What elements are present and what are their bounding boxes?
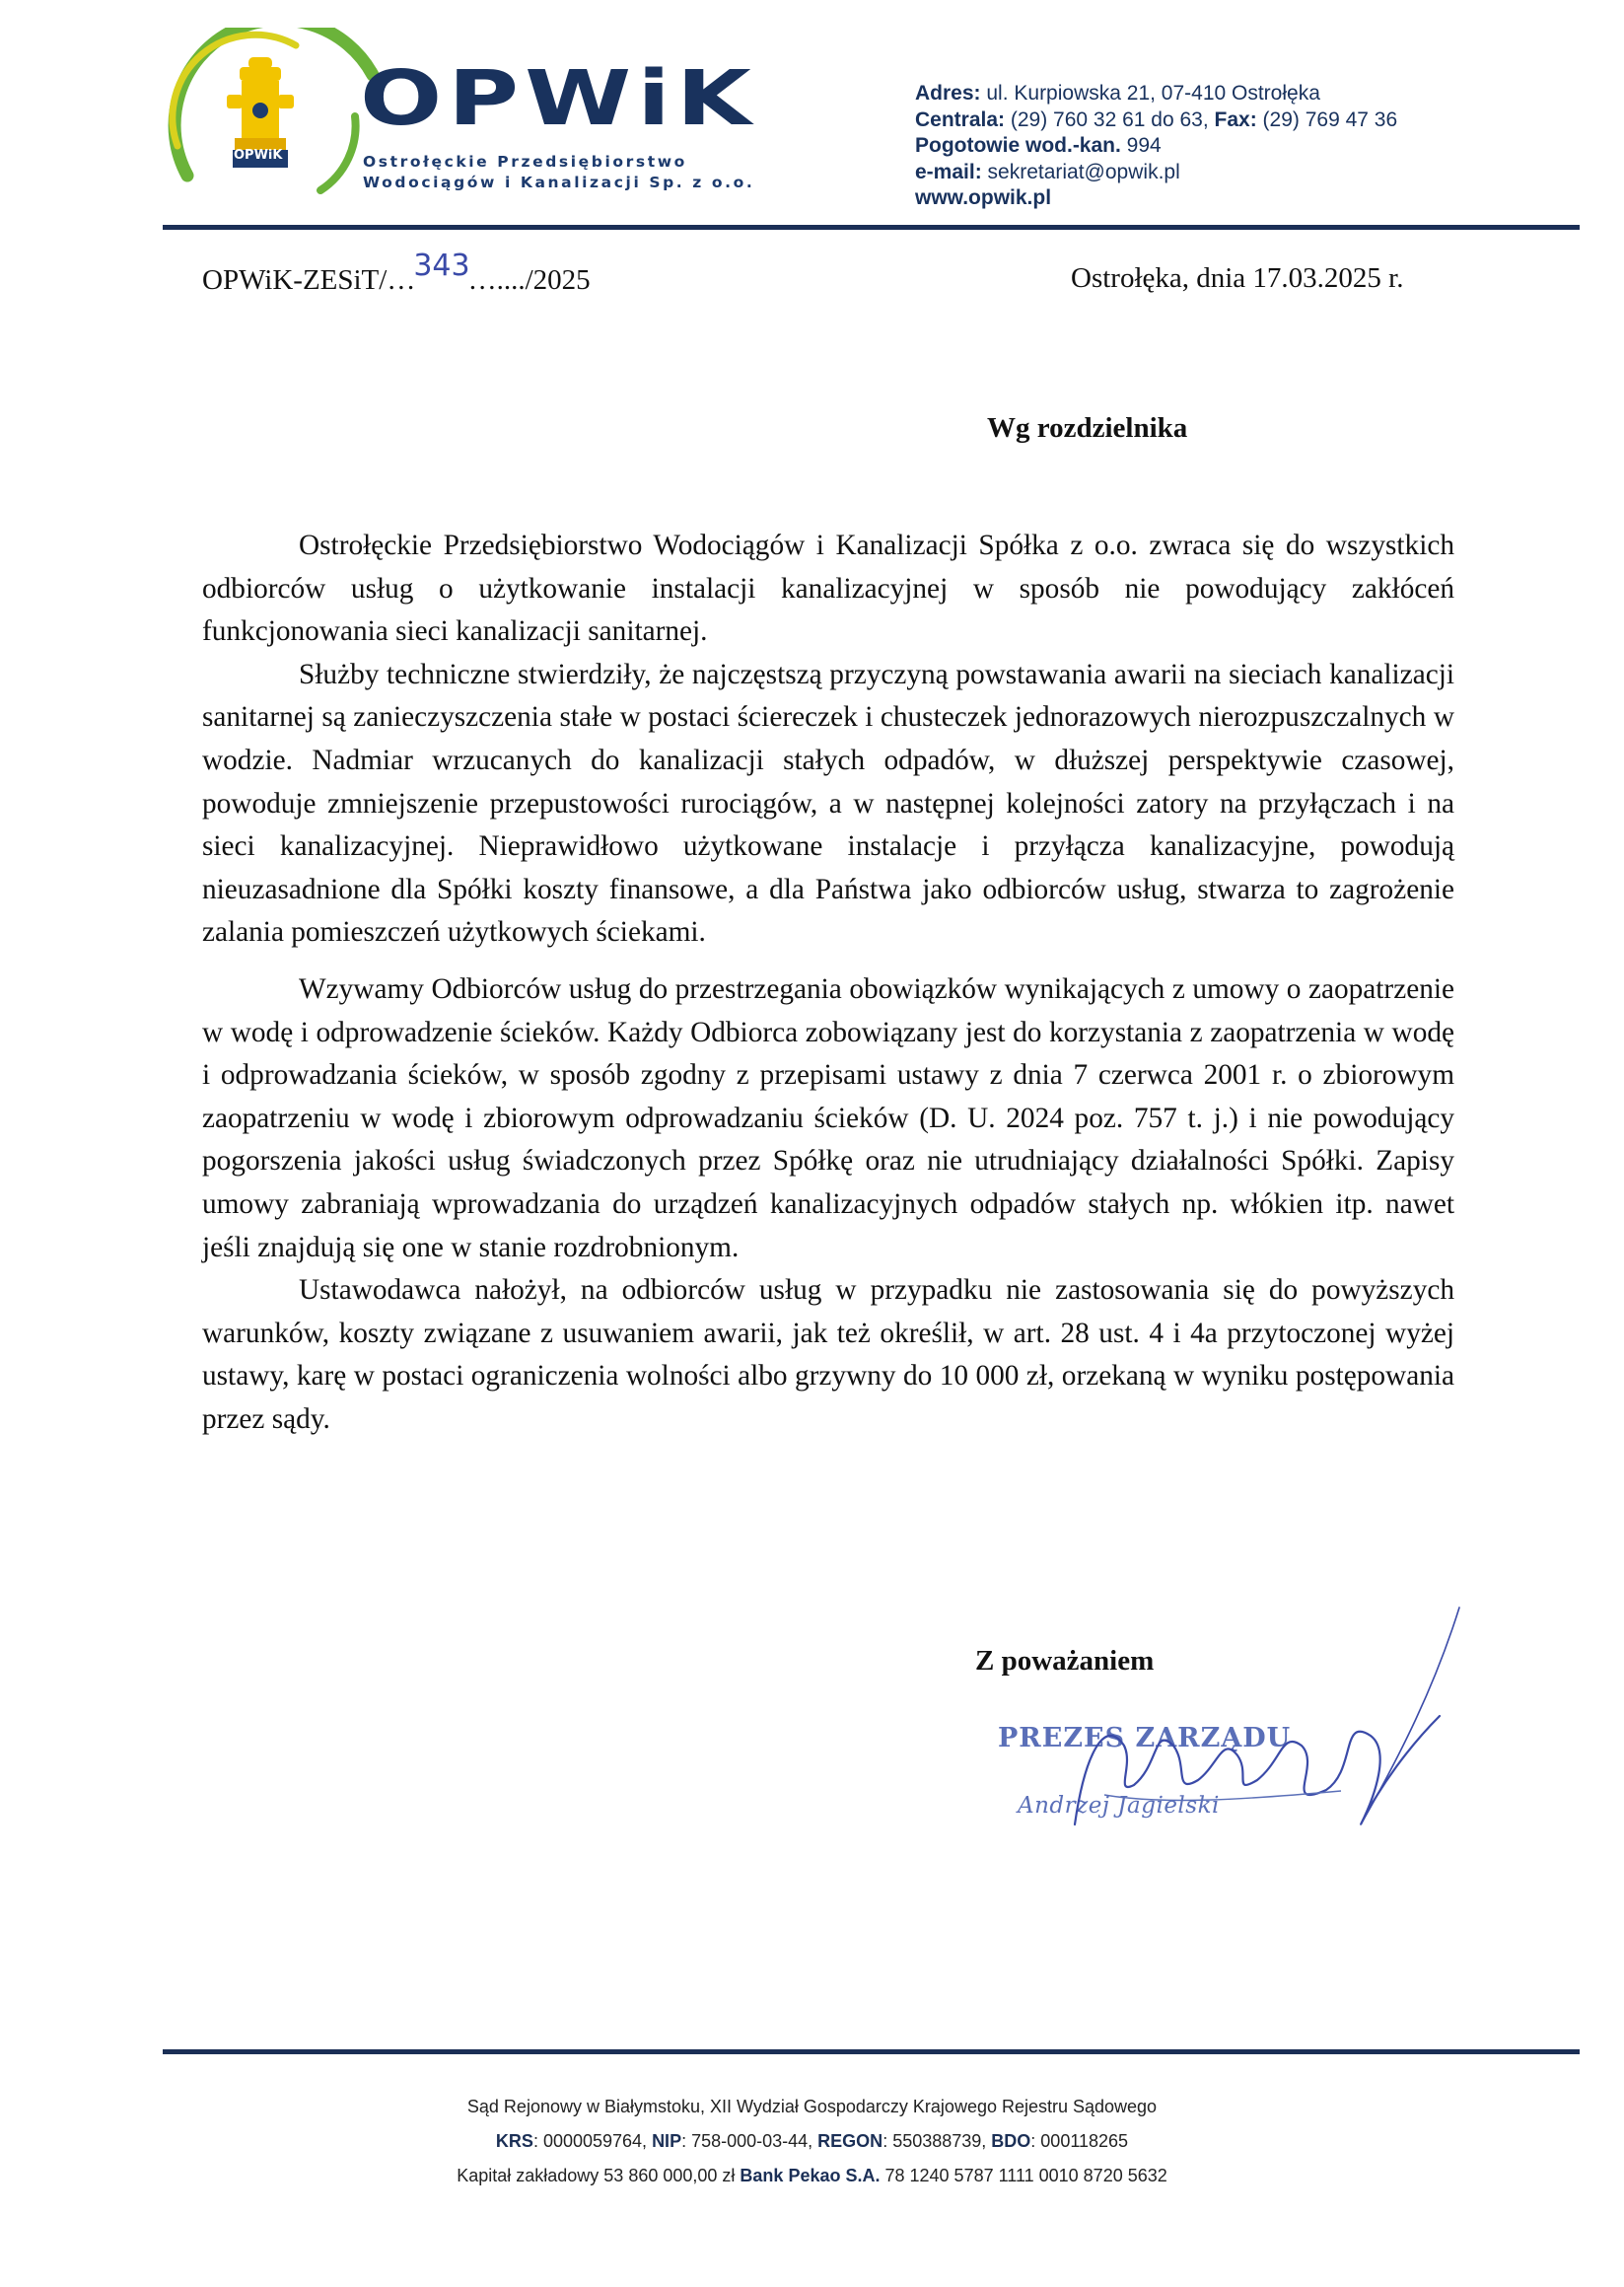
nip-value: : 758-000-03-44,	[681, 2131, 818, 2151]
reference-handwritten-number: 343	[413, 249, 470, 283]
reference-suffix: …..../2025	[467, 264, 591, 296]
footer-registration	[0, 2131, 1624, 2152]
centrala-value: (29) 760 32 61 do 63,	[1005, 107, 1215, 131]
footer-court: Sąd Rejonowy w Białymstoku, XII Wydział Gospodarczy Krajowego Rejestru Sądowego	[466, 2097, 1158, 2116]
website-row	[915, 185, 1397, 212]
nip-label: NIP	[652, 2131, 682, 2151]
closing-salutation: Z poważaniem	[975, 1645, 1155, 1677]
stamp-name: Andrzej Jagielski	[1018, 1793, 1220, 1819]
email-label: e-mail:	[915, 160, 982, 183]
footer-capital	[0, 2166, 1624, 2186]
fax-label: Fax:	[1214, 107, 1257, 131]
brand-subtitle-line1: Ostrołęckie Przedsiębiorstwo	[363, 153, 687, 171]
fax-value: (29) 769 47 36	[1256, 107, 1398, 131]
email-row	[915, 160, 1397, 186]
contact-block	[915, 81, 1397, 212]
email-value: sekretariat@opwik.pl	[981, 160, 1180, 183]
bank-name: Bank Pekao S.A.	[740, 2166, 881, 2185]
logo-swoosh-inner	[320, 116, 356, 190]
letter-body	[202, 525, 1454, 1441]
regon-value: : 550388739,	[883, 2131, 992, 2151]
krs-label: KRS	[495, 2131, 533, 2151]
bdo-label: BDO	[991, 2131, 1031, 2151]
addressee: Wg rozdzielnika	[987, 412, 1188, 444]
brand-subtitle-line2: Wodociągów i Kanalizacji Sp. z o.o.	[363, 174, 755, 191]
paragraph: Wzywamy Odbiorców usług do przestrzegania obowiązków wynikających z umowy o zaopatrzenie w wodę i odprowadzenie ścieków. Każdy Odbiorca zobowiązany jest do korzystania z zaopatrzenia w wodę i odprowadzania ścieków, w sposób zgodny z przepisami ustawy z dnia 7 czerwca 2001 r. o zbiorowym zaopatrzeniu w wodę i zbiorowym odprowadzaniu ścieków (D. U. 2024 poz. 757 t. j.) i nie powodujący pogorszenia jakości usług świadczonych przez Spółkę oraz nie utrudniający działalności Spółki. Zapisy umowy zabraniają wprowadzania do urządzeń kanalizacyjnych odpadów stałych np. włókien itp. nawet jeśli znajdują się one w stanie rozdrobnionym.	[202, 972, 1454, 1263]
signature-stroke	[1075, 1716, 1440, 1824]
signature-flourish	[1361, 1608, 1459, 1824]
stamp-title: PREZES ZARZĄDU	[998, 1723, 1292, 1753]
address-row	[915, 81, 1397, 107]
paragraph: Ustawodawca nałożył, na odbiorców usług w przypadku nie zastosowania się do powyższych warunków, koszty związane z usuwaniem awarii, jak też określił, w art. 28 ust. 4 i 4a przytoczonej wyżej ustawy, karę w postaci ograniczenia wolności albo grzywny do 10 000 zł, orzekaną w wyniku postępowania przez sądy.	[202, 1274, 1454, 1435]
phone-row	[915, 107, 1397, 134]
paragraph: Ostrołęckie Przedsiębiorstwo Wodociągów i Kanalizacji Spółka z o.o. zwraca się do wszystkich odbiorców usług o użytkowanie instalacji kanalizacyjnej w sposób nie powodujący zakłóceń funkcjonowania sieci kanalizacji sanitarnej.	[202, 530, 1454, 648]
emergency-value: 994	[1120, 134, 1162, 157]
reference-number	[202, 249, 591, 297]
emergency-label: Pogotowie wod.-kan.	[915, 134, 1121, 157]
centrala-label: Centrala:	[915, 107, 1006, 131]
logo-small-text: OPWiK	[234, 148, 283, 163]
address-value: ul. Kurpiowska 21, 07-410 Ostrołęka	[980, 82, 1320, 105]
bank-account: 78 1240 5787 1111 0010 8720 5632	[880, 2166, 1167, 2185]
reference-prefix: OPWiK-ZESiT/…	[202, 264, 416, 296]
krs-value: : 0000059764,	[532, 2131, 653, 2151]
footer-divider	[163, 2049, 1580, 2054]
address-label: Adres:	[915, 82, 981, 105]
website: www.opwik.pl	[915, 186, 1052, 209]
signature	[986, 1598, 1479, 1874]
emergency-row	[915, 133, 1397, 160]
capital-text: Kapitał zakładowy 53 860 000,00 zł	[457, 2166, 741, 2185]
header-divider	[163, 225, 1580, 230]
regon-label: REGON	[817, 2131, 883, 2151]
paragraph: Służby techniczne stwierdziły, że najczęstszą przyczyną powstawania awarii na sieciach kanalizacji sanitarnej są zanieczyszczenia stałe w postaci ściereczek i chusteczek jednorazowych nierozpuszczalnych w wodzie. Nadmiar wrzucanych do kanalizacji stałych odpadów, w dłuższej perspektywie czasowej, powoduje zmniejszenie przepustowości rurociągów, a w następnej kolejności zatory na przyłączach i na sieci kanalizacyjnej. Nieprawidłowo użytkowane instalacje i przyłącza kanalizacyjne, powodują nieuzasadnione dla Spółki koszty finansowe, a dla Państwa jako odbiorców usług, stwarza to zagrożenie zalania pomieszczeń użytkowych ściekami.	[202, 658, 1454, 949]
letter-date: Ostrołęka, dnia 17.03.2025 r.	[1071, 262, 1404, 294]
brand-name: OPWiK	[360, 54, 757, 143]
bdo-value: : 000118265	[1030, 2131, 1129, 2151]
